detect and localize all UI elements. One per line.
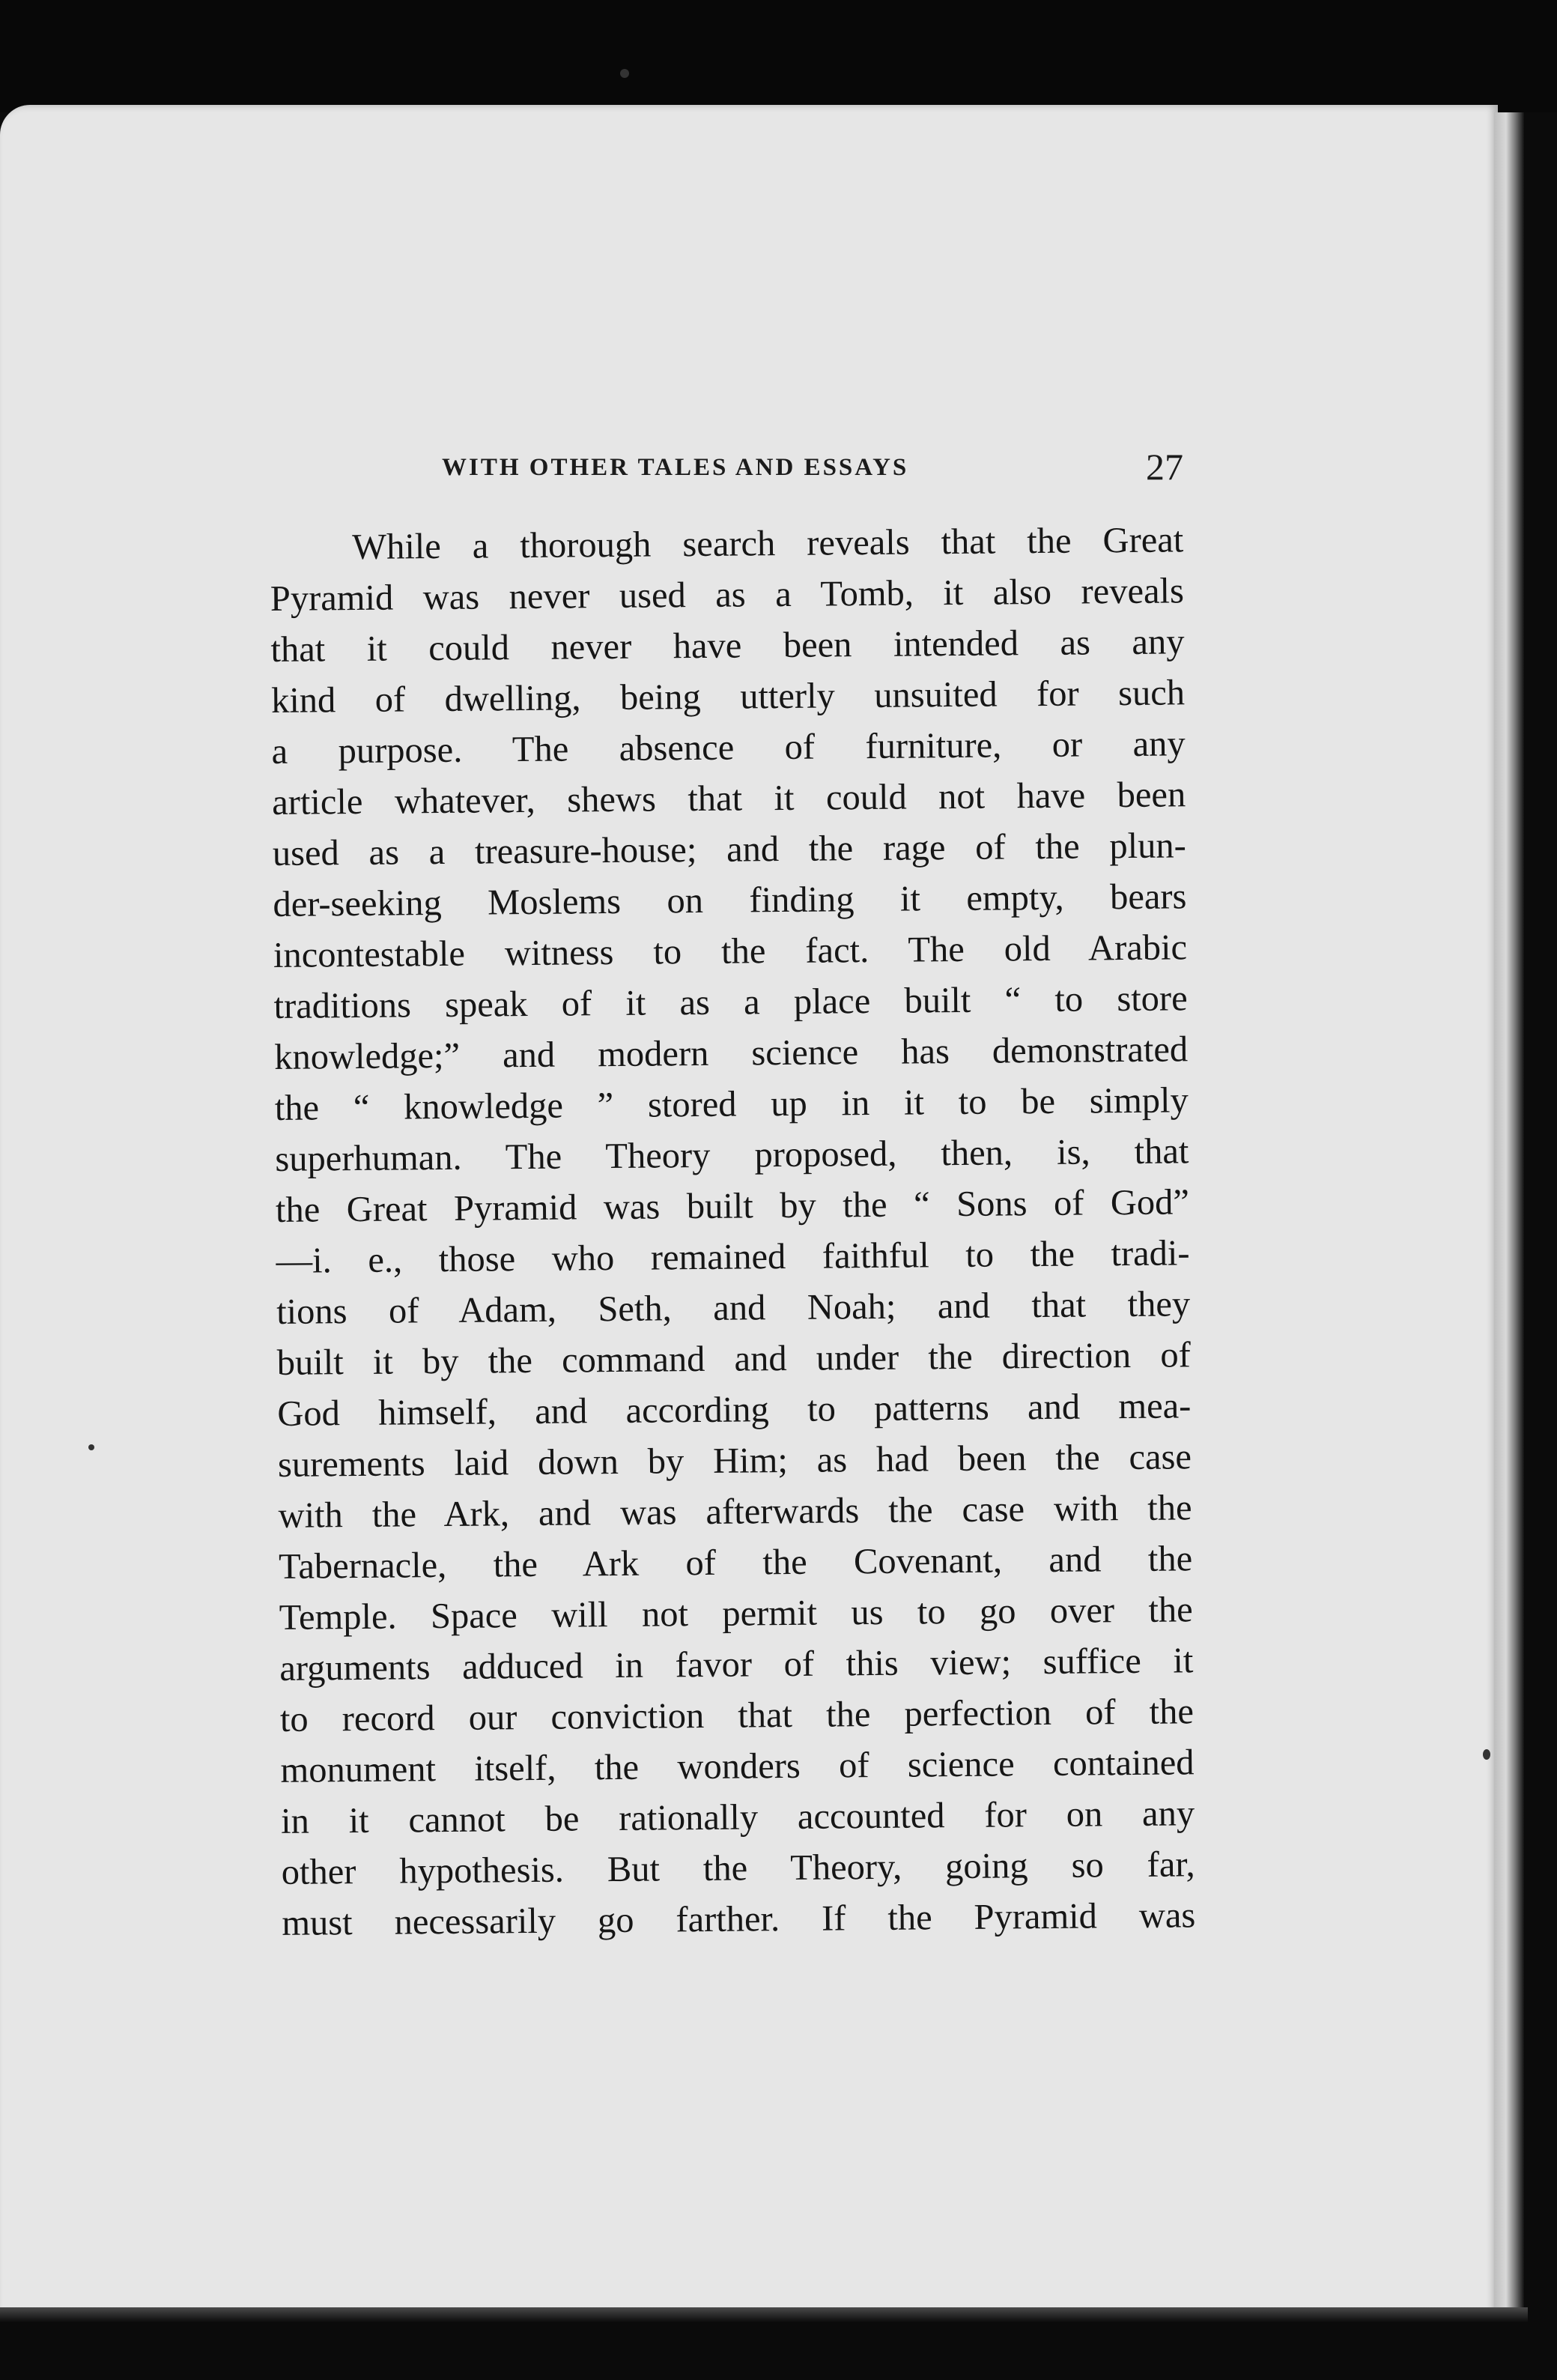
scan-speck [1483, 1749, 1490, 1760]
text-line: arguments adduced in favor of this view; suffice it [279, 1641, 1194, 1689]
body-paragraph [270, 515, 1196, 1949]
text-line: Tabernacle, the Ark of the Covenant, and the [278, 1539, 1193, 1587]
text-line: monument itself, the wonders of science contained [280, 1742, 1195, 1790]
text-line: Pyramid was never used as a Tomb, it also reveals [270, 571, 1185, 619]
text-line: must necessarily go farther. If the Pyramid was [282, 1895, 1196, 1943]
text-line: der-seeking Moslems on finding it empty, bears [273, 876, 1187, 924]
text-line: knowledge;” and modern science has demonstrated [273, 1029, 1189, 1077]
text-line: built it by the command and under the direction of [276, 1335, 1191, 1383]
text-line: Temple. Space will not permit us to go over the [279, 1590, 1193, 1638]
text-line: used as a treasure-house; and the rage of the plun- [272, 826, 1187, 873]
text-line: that it could never have been intended as any [270, 622, 1185, 670]
scan-background-top [0, 0, 1557, 112]
scan-speck [88, 1444, 94, 1450]
page-bottom-edge [0, 2307, 1528, 2322]
text-line: traditions speak of it as a place built “ to store [273, 978, 1188, 1026]
scan-speck [620, 69, 629, 78]
running-head: WITH OTHER TALES AND ESSAYS [442, 454, 909, 481]
page-number: 27 [1146, 446, 1183, 488]
text-line: —i. e., those who remained faithful to the tradi- [276, 1233, 1190, 1281]
page-edge-shadow [1494, 112, 1524, 2307]
text-line: kind of dwelling, being utterly unsuited for such [270, 673, 1186, 721]
text-line: a purpose. The absence of furniture, or any [271, 724, 1186, 772]
text-line: in it cannot be rationally accounted for on any [280, 1793, 1195, 1841]
text-line: the Great Pyramid was built by the “ Sons of God” [275, 1182, 1190, 1230]
text-line: surements laid down by Him; as had been the case [277, 1437, 1192, 1485]
text-line: God himself, and according to patterns and mea- [277, 1386, 1192, 1434]
text-line: incontestable witness to the fact. The old Arabic [273, 927, 1188, 975]
text-line: article whatever, shews that it could not have been [272, 775, 1186, 823]
text-line: with the Ark, and was afterwards the case with the [278, 1488, 1192, 1536]
text-line: to record our conviction that the perfection of the [279, 1692, 1195, 1739]
page-header [442, 446, 1183, 494]
text-line: other hypothesis. But the Theory, going so far, [281, 1844, 1195, 1892]
text-line: the “ knowledge ” stored up in it to be simply [274, 1080, 1189, 1128]
text-line: While a thorough search reveals that the Great [352, 520, 1184, 568]
text-line: tions of Adam, Seth, and Noah; and that they [276, 1284, 1191, 1332]
text-line: superhuman. The Theory proposed, then, is, that [275, 1131, 1189, 1179]
